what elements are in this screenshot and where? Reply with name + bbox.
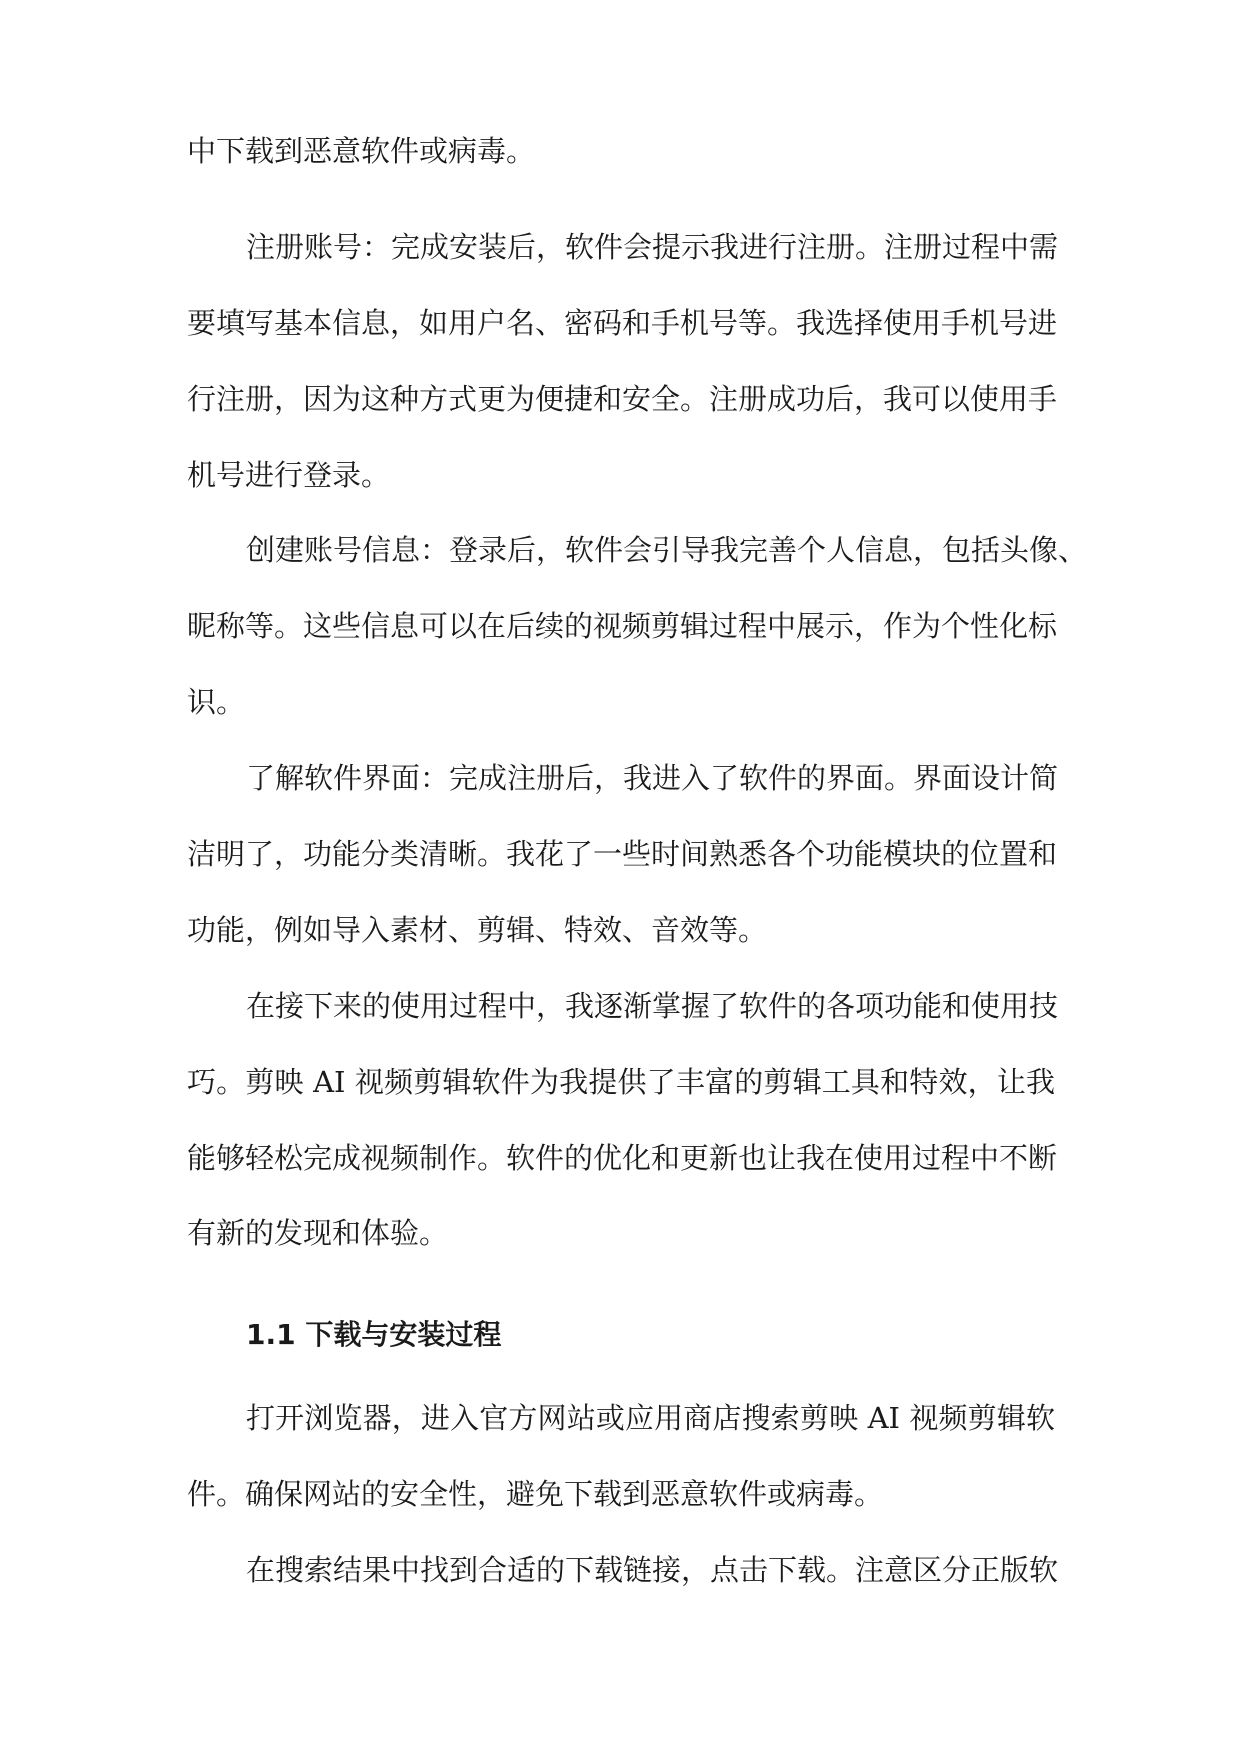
text-line [0,1203,1241,1263]
line-text: 中下载到恶意软件或病毒。 [187,134,536,168]
text-line [0,1540,1241,1600]
text-line [0,520,1241,580]
line-text: 行注册，因为这种方式更为便捷和安全。注册成功后，我可以使用手 [187,382,1058,416]
line-text: 洁明了，功能分类清晰。我花了一些时间熟悉各个功能模块的位置和 [187,837,1058,871]
text-line [0,748,1241,808]
text-line [0,672,1241,732]
line-text: 了解软件界面：完成注册后，我进入了软件的界面。界面设计简 [246,761,1059,795]
text-line [0,1128,1241,1188]
line-text: 巧。剪映 AI 视频剪辑软件为我提供了丰富的剪辑工具和特效，让我 [187,1065,1055,1099]
text-line [0,369,1241,429]
line-text: 要填写基本信息，如用户名、密码和手机号等。我选择使用手机号进 [187,306,1058,340]
line-text: 能够轻松完成视频制作。软件的优化和更新也让我在使用过程中不断 [187,1141,1058,1175]
text-line [0,1464,1241,1524]
line-text: 在搜索结果中找到合适的下载链接，点击下载。注意区分正版软 [246,1553,1059,1587]
line-text: 有新的发现和体验。 [187,1216,449,1250]
line-text: 机号进行登录。 [187,458,391,492]
line-text: 昵称等。这些信息可以在后续的视频剪辑过程中展示，作为个性化标 [187,609,1058,643]
line-text: 注册账号：完成安装后，软件会提示我进行注册。注册过程中需 [246,230,1059,264]
line-text: 件。确保网站的安全性，避免下载到恶意软件或病毒。 [187,1477,884,1511]
section-heading-text: 1.1 下载与安装过程 [246,1318,502,1351]
line-text: 在接下来的使用过程中，我逐渐掌握了软件的各项功能和使用技 [246,989,1059,1023]
text-line [0,976,1241,1036]
text-line [0,121,1241,181]
text-line [0,1388,1241,1448]
line-text: 功能，例如导入素材、剪辑、特效、音效等。 [187,913,768,947]
text-line [0,824,1241,884]
text-line [0,1052,1241,1112]
line-text: 识。 [187,685,246,719]
text-line [0,445,1241,505]
line-text: 打开浏览器，进入官方网站或应用商店搜索剪映 AI 视频剪辑软 [246,1401,1055,1435]
line-text: 创建账号信息：登录后，软件会引导我完善个人信息，包括头像、 [246,533,1088,567]
text-line [0,900,1241,960]
text-line [0,217,1241,277]
section-heading [0,1305,1241,1365]
text-line [0,293,1241,353]
text-line [0,596,1241,656]
